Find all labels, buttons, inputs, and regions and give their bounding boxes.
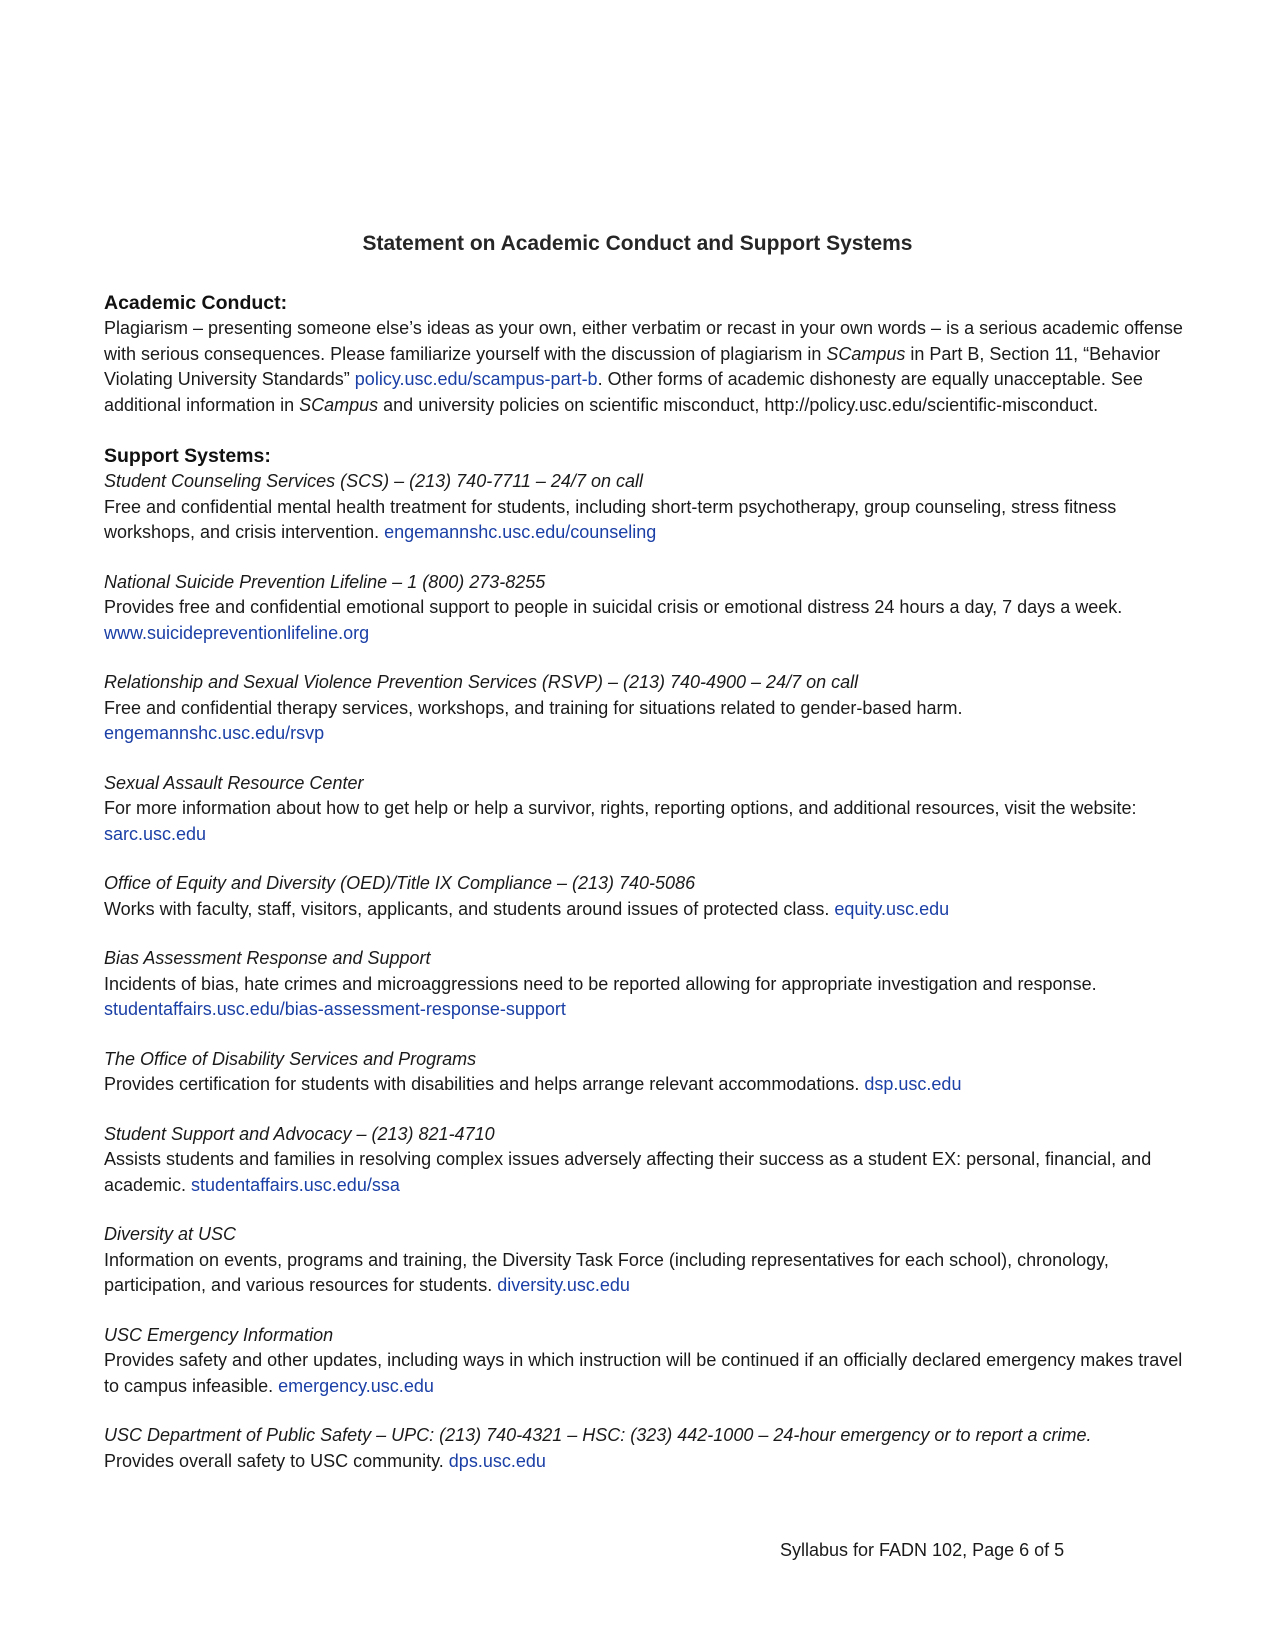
- entry-title: Relationship and Sexual Violence Prevention Services (RSVP) – (213) 740-4900 – 24/7 on call: [104, 672, 859, 692]
- entry-link[interactable]: studentaffairs.usc.edu/ssa: [191, 1174, 400, 1195]
- entry-text: Provides certification for students with disabilities and helps arrange relevant accommodations.: [104, 1074, 865, 1094]
- document-body: [104, 290, 1184, 1474]
- support-entry-dps: [104, 1423, 1184, 1474]
- entry-title: National Suicide Prevention Lifeline – 1 (800) 273-8255: [104, 571, 546, 592]
- entry-description: [104, 595, 1184, 646]
- entry-description: [104, 1072, 1184, 1098]
- text-run: in Part B, Section 11, “Behavior Violating University Standards”: [104, 343, 1161, 389]
- page-footer: Syllabus for FADN 102, Page 6 of 5: [780, 1540, 1065, 1560]
- entry-description: [104, 696, 1184, 747]
- academic-conduct-heading: Academic Conduct:: [104, 292, 288, 314]
- entry-title: Diversity at USC: [104, 1224, 237, 1244]
- entry-link[interactable]: studentaffairs.usc.edu/bias-assessment-response-support: [104, 999, 566, 1019]
- entry-text: Free and confidential mental health treatment for students, including short-term psychotherapy, group counseling, stress fitness workshops, and crisis intervention.: [104, 496, 1117, 542]
- entry-title: USC Emergency Information: [104, 1324, 334, 1345]
- academic-conduct-paragraph: [104, 316, 1184, 418]
- entry-title: The Office of Disability Services and Programs: [104, 1048, 477, 1069]
- text-run: . Other forms of academic dishonesty are equally unacceptable. See additional information in: [104, 369, 1143, 415]
- support-entry-rsvp: [104, 670, 1184, 747]
- scampus-emphasis: SCampus: [299, 394, 379, 415]
- entry-link[interactable]: equity.usc.edu: [834, 898, 950, 919]
- support-entry-emergency: [104, 1323, 1184, 1400]
- support-entry-suicide-lifeline: [104, 570, 1184, 647]
- entry-link[interactable]: sarc.usc.edu: [104, 823, 207, 844]
- entry-text: Assists students and families in resolving complex issues adversely affecting their success as a student EX: personal, financial, and academic.: [104, 1149, 1152, 1195]
- entry-text: Incidents of bias, hate crimes and microaggressions need to be reported allowing for appropriate investigation and response.: [104, 973, 1097, 994]
- entry-description: [104, 1348, 1184, 1399]
- entry-link[interactable]: www.suicidepreventionlifeline.org: [104, 622, 370, 643]
- entry-link[interactable]: emergency.usc.edu: [278, 1375, 434, 1396]
- support-entry-diversity: [104, 1222, 1184, 1299]
- entry-title: Student Support and Advocacy – (213) 821-4710: [104, 1123, 495, 1144]
- entry-title: Sexual Assault Resource Center: [104, 772, 364, 793]
- entry-description: [104, 1449, 1184, 1475]
- support-entry-dsp: [104, 1047, 1184, 1098]
- entry-link[interactable]: engemannshc.usc.edu/rsvp: [104, 723, 325, 743]
- support-entry-scs: [104, 469, 1184, 546]
- scampus-policy-link[interactable]: policy.usc.edu/scampus-part-b: [354, 369, 598, 389]
- entry-link[interactable]: engemannshc.usc.edu/counseling: [384, 522, 657, 542]
- entry-text: Provides free and confidential emotional support to people in suicidal crisis or emotional distress 24 hours a day, 7 days a week.: [104, 597, 1123, 617]
- entry-link[interactable]: dsp.usc.edu: [864, 1074, 962, 1094]
- entry-title: Student Counseling Services (SCS) – (213) 740-7711 – 24/7 on call: [104, 471, 643, 491]
- entry-text: Provides safety and other updates, including ways in which instruction will be continued if an officially declared emergency makes travel to campus infeasible.: [104, 1350, 1183, 1396]
- entry-title: Bias Assessment Response and Support: [104, 948, 431, 968]
- entry-text: Works with faculty, staff, visitors, applicants, and students around issues of protected class.: [104, 898, 835, 919]
- support-entry-oed: [104, 871, 1184, 922]
- entry-description: [104, 495, 1184, 546]
- text-run: Plagiarism – presenting someone else’s ideas as your own, either verbatim or recast in your own words – is a serious academic offense with serious consequences. Please familiarize yourself with the discussion of plagiarism in: [104, 318, 1183, 364]
- entry-link[interactable]: dps.usc.edu: [448, 1450, 546, 1471]
- support-entry-bias: [104, 946, 1184, 1023]
- support-systems-heading: Support Systems:: [104, 445, 271, 467]
- entry-description: [104, 1147, 1184, 1198]
- page-title: Statement on Academic Conduct and Support Systems: [362, 232, 913, 255]
- entry-title: USC Department of Public Safety – UPC: (213) 740-4321 – HSC: (323) 442-1000 – 24-hour emergency or to report a crime.: [104, 1425, 1092, 1445]
- entry-description: [104, 1248, 1184, 1299]
- entry-description: [104, 897, 1184, 923]
- entry-link[interactable]: diversity.usc.edu: [497, 1275, 630, 1295]
- entry-text: Free and confidential therapy services, workshops, and training for situations related to gender-based harm.: [104, 697, 963, 718]
- support-entry-ssa: [104, 1122, 1184, 1199]
- entry-title: Office of Equity and Diversity (OED)/Title IX Compliance – (213) 740-5086: [104, 873, 696, 893]
- support-entry-sarc: [104, 771, 1184, 848]
- entry-text: Information on events, programs and training, the Diversity Task Force (including representatives for each school), chronology, participation, and various resources for students.: [104, 1249, 1109, 1295]
- entry-description: [104, 972, 1184, 1023]
- entry-text: Provides overall safety to USC community.: [104, 1450, 449, 1471]
- entry-description: [104, 796, 1184, 847]
- text-run: and university policies on scientific misconduct, http://policy.usc.edu/scientific-misconduct.: [378, 394, 1099, 415]
- scampus-emphasis: SCampus: [826, 343, 906, 364]
- entry-text: For more information about how to get help or help a survivor, rights, reporting options, and additional resources, visit the website:: [104, 798, 1137, 818]
